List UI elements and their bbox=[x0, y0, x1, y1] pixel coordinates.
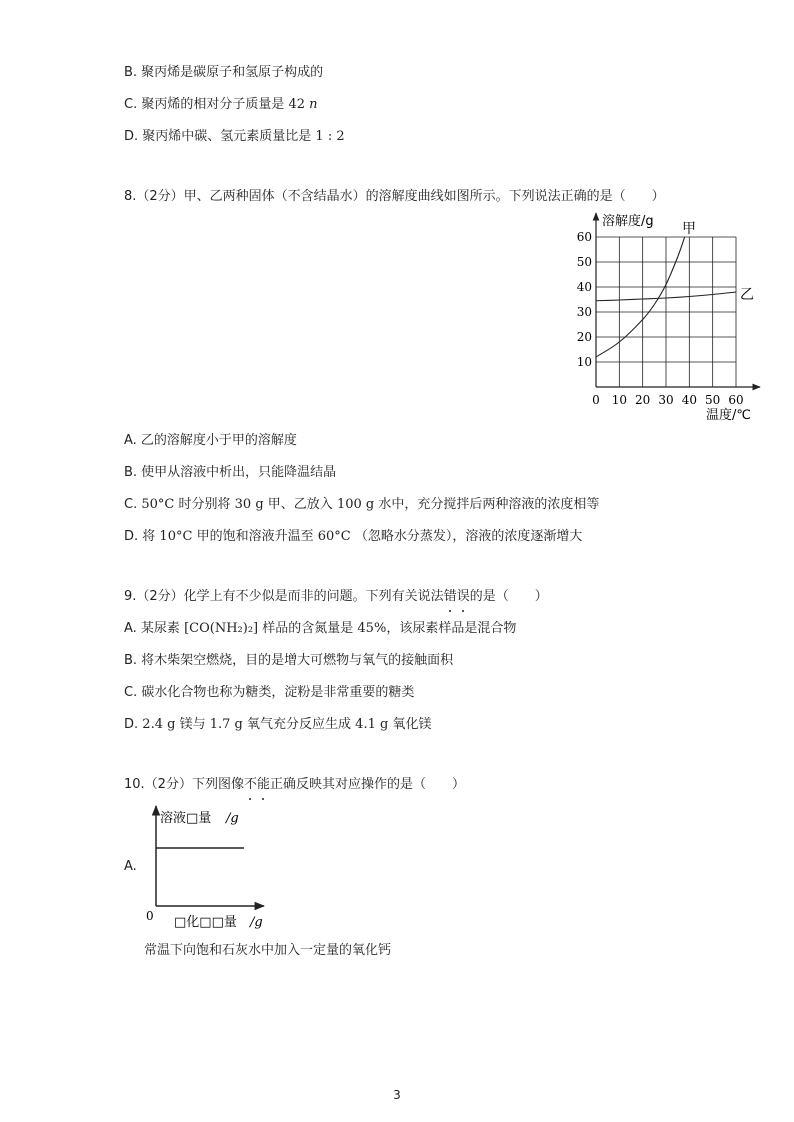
q8-option-b: B. 使甲从溶液中析出，只能降温结晶 bbox=[124, 465, 337, 480]
q9-stem-emphasis1: 错 bbox=[443, 589, 457, 604]
q9-option-d-mass1: 2.4 g bbox=[142, 717, 176, 732]
q8-option-d bbox=[124, 528, 582, 546]
q10-y-label: 溶液□量 bbox=[160, 811, 212, 826]
q10-x-unit: /g bbox=[250, 915, 263, 930]
q7-option-d-value: 1 : 2 bbox=[315, 129, 345, 144]
page-number: 3 bbox=[393, 1088, 401, 1102]
q9-option-b: B. 将木柴架空燃烧，目的是增大可燃物与氧气的接触面积 bbox=[124, 653, 454, 668]
x-tick-label: 30 bbox=[658, 393, 674, 407]
series-label-jia: 甲 bbox=[682, 221, 696, 237]
q9-option-d-mass3: 4.1 g bbox=[355, 717, 389, 732]
q9-option-a bbox=[124, 620, 516, 638]
y-tick-label: 10 bbox=[576, 355, 592, 369]
q9-option-a-text2: 样品的含氮量是 bbox=[262, 621, 354, 636]
q10-stem-text2: 正确反映其对应操作的是（ ） bbox=[269, 777, 465, 792]
q9-stem-text2: 的是（ ） bbox=[469, 589, 548, 604]
q9-option-a-text1: A. 某尿素 bbox=[124, 621, 180, 636]
q10-stem-emphasis1: 不 bbox=[243, 777, 257, 792]
q9-option-d-mass2: 1.7 g bbox=[209, 717, 243, 732]
q9-option-d-label: D. bbox=[124, 717, 139, 732]
q9-option-d-text2: 氧气充分反应生成 bbox=[247, 717, 352, 732]
x-tick-label: 0 bbox=[592, 393, 600, 407]
q8-option-c-label: C. bbox=[124, 497, 138, 512]
q10-stem bbox=[124, 776, 465, 794]
q7-option-b: B. 聚丙烯是碳原子和氢原子构成的 bbox=[124, 65, 324, 80]
q8-option-d-text1: 甲的饱和溶液升温至 bbox=[196, 529, 314, 544]
chart-grid bbox=[596, 237, 736, 387]
q9-stem-emphasis2: 误 bbox=[456, 589, 470, 604]
q8-option-c-text1: 时分别将 bbox=[178, 497, 231, 512]
y-tick-label: 20 bbox=[576, 330, 592, 344]
x-tick-label: 10 bbox=[611, 393, 627, 407]
q8-stem: 8.（2分）甲、乙两种固体（不含结晶水）的溶解度曲线如图所示。下列说法正确的是（ ） bbox=[124, 189, 665, 204]
q8-option-c-text3: 水中，充分搅拌后两种溶液的浓度相等 bbox=[378, 497, 600, 512]
x-axis-label: 温度/℃ bbox=[706, 408, 751, 423]
q8-option-c-temp: 50°C bbox=[141, 497, 175, 512]
q8-option-d-label: D. 将 bbox=[124, 529, 156, 544]
y-tick-label: 60 bbox=[576, 230, 592, 244]
q10-stem-text1: 10.（2分）下列图像 bbox=[124, 777, 244, 792]
y-tick-labels bbox=[577, 230, 592, 369]
q7-option-c-value: 42 bbox=[288, 97, 306, 112]
q9-option-d-text3: 氧化镁 bbox=[392, 717, 432, 732]
x-tick-label: 20 bbox=[635, 393, 651, 407]
q8-option-d-text2: （忽略水分蒸发），溶液的浓度逐渐增大 bbox=[354, 529, 583, 544]
q8-option-c-text2: 甲、乙放入 bbox=[267, 497, 333, 512]
y-axis-label: 溶解度/g bbox=[602, 214, 654, 229]
q9-stem-text1: 9.（2分）化学上有不少似是而非的问题。下列有关说法 bbox=[124, 589, 444, 604]
q7-option-d-text: D. 聚丙烯中碳、氢元素质量比是 bbox=[124, 129, 312, 144]
q7-option-c bbox=[124, 96, 318, 114]
q8-option-c-mass: 30 g bbox=[234, 497, 264, 512]
q9-option-a-text3: ，该尿素样品是混合物 bbox=[386, 621, 517, 636]
q8-option-d-temp1: 10°C bbox=[159, 529, 193, 544]
q10-x-label: □化□□量 bbox=[174, 915, 237, 930]
x-tick-label: 40 bbox=[681, 393, 697, 407]
q7-option-c-text: C. 聚丙烯的相对分子质量是 bbox=[124, 97, 285, 112]
q8-option-c bbox=[124, 496, 599, 514]
q10-y-unit: /g bbox=[226, 811, 239, 826]
y-tick-label: 40 bbox=[576, 280, 592, 294]
q9-option-a-formula: [CO(NH₂)₂] bbox=[184, 621, 259, 636]
q9-option-c: C. 碳水化合物也称为糖类，淀粉是非常重要的糖类 bbox=[124, 685, 415, 700]
q10-stem-emphasis2: 能 bbox=[256, 777, 270, 792]
y-tick-label: 30 bbox=[576, 305, 592, 319]
q9-stem bbox=[124, 588, 548, 606]
q8-option-d-temp2: 60°C bbox=[317, 529, 351, 544]
q10-option-a-label: A. bbox=[124, 859, 137, 874]
q10-origin: 0 bbox=[146, 909, 154, 923]
x-tick-label: 60 bbox=[728, 393, 744, 407]
x-tick-labels bbox=[592, 393, 743, 407]
q9-option-d bbox=[124, 716, 431, 734]
q8-option-c-water: 100 g bbox=[336, 497, 375, 512]
curve-jia bbox=[596, 237, 685, 357]
q10-graph-a bbox=[140, 802, 290, 932]
q7-option-d bbox=[124, 128, 345, 146]
q7-option-c-var: n bbox=[309, 97, 318, 112]
q8-option-a: A. 乙的溶解度小于甲的溶解度 bbox=[124, 433, 297, 448]
q9-option-a-percent: 45% bbox=[357, 621, 387, 636]
solubility-chart bbox=[560, 205, 775, 427]
x-tick-label: 50 bbox=[705, 393, 721, 407]
q10-option-a-caption: 常温下向饱和石灰水中加入一定量的氧化钙 bbox=[144, 943, 392, 958]
q9-option-d-text1: 镁与 bbox=[179, 717, 206, 732]
y-tick-label: 50 bbox=[576, 255, 592, 269]
series-label-yi: 乙 bbox=[740, 287, 754, 303]
